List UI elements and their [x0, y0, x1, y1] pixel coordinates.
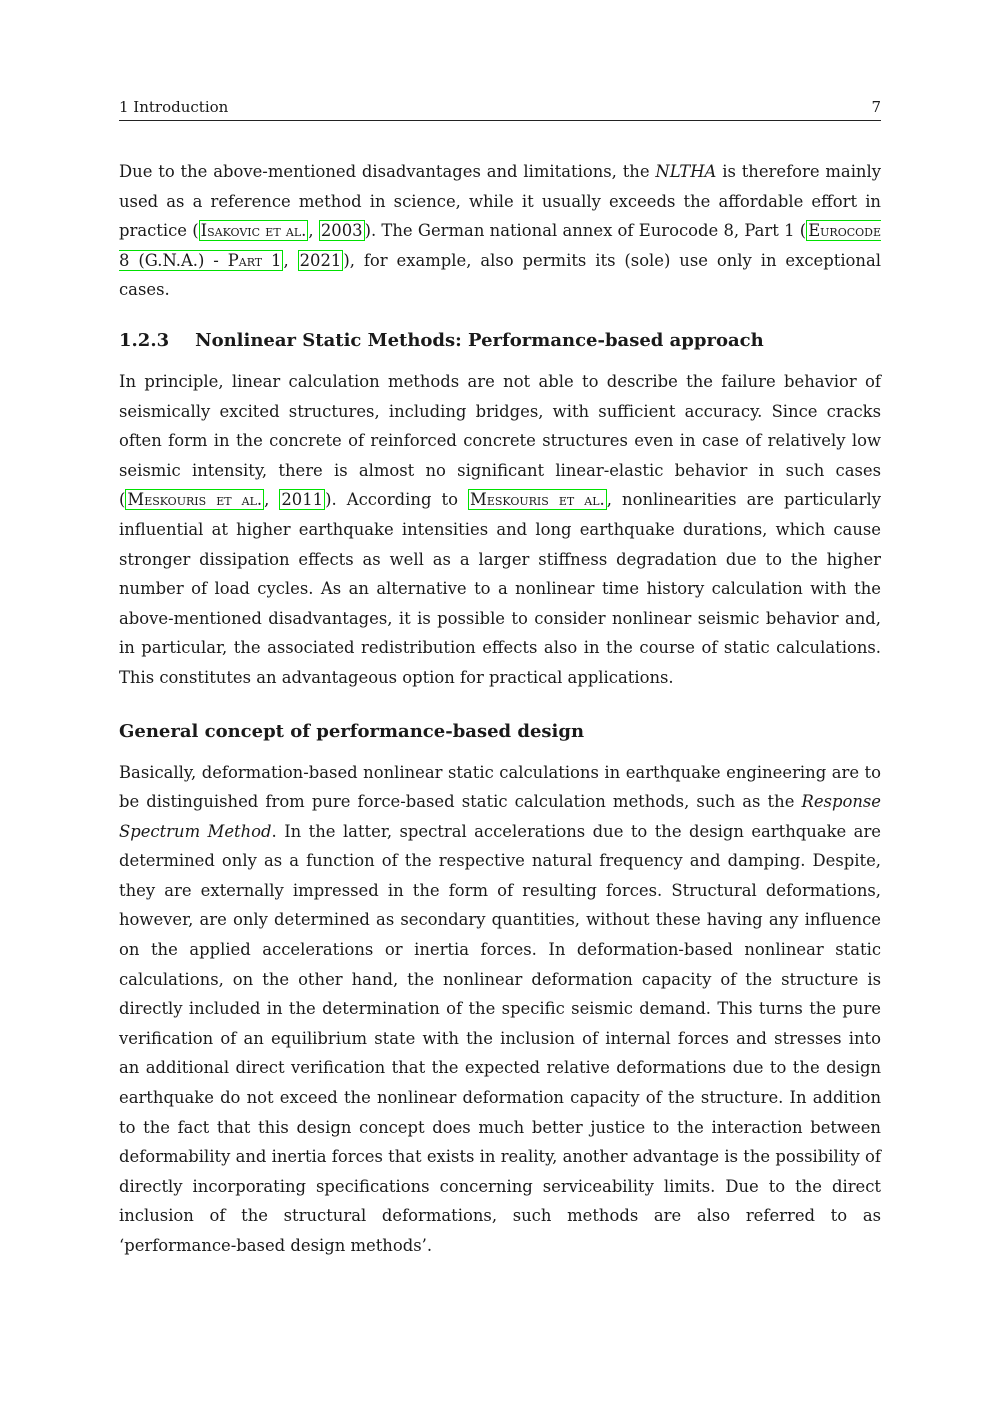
citation-link-eurocode[interactable]: Eurocode 8 (G.N.A.) - Part 1: [119, 221, 882, 270]
subsection-heading: General concept of performance-based design: [119, 720, 585, 742]
running-header: [119, 96, 881, 121]
citation-year-link-2011[interactable]: 2011: [281, 490, 324, 510]
section-title: Nonlinear Static Methods: Performance-based approach: [195, 329, 764, 351]
paragraph-linear-methods: In principle, linear calculation methods are not able to describe the failure behavior of seismically excited structures, including bridges, with sufficient accuracy. Since cracks often form in the concrete of reinforced concrete structures even in case of relatively low seismic intensity, there is almost no significant linear-elastic behavior in such cases ( Meskouris et al. , 2011 ). According to Meskouris et al. , nonlinearities are particularly influential at higher earthquake intensities and long earthquake durations, which cause stronger dissipation effects as well as a larger stiffness degradation due to the higher number of load cycles. As an alternative to a nonlinear time history calculation with the above-mentioned disadvantages, it is possible to consider nonlinear seismic behavior and, in particular, the associated redistribution effects also in the course of static calculations. This constitutes an advantageous option for practical applications.: [119, 371, 881, 687]
section-number: 1.2.3: [119, 329, 170, 351]
page-number: 7: [871, 98, 881, 116]
response-spectrum-method: Response Spectrum Method: [119, 792, 881, 841]
section-heading: [119, 328, 881, 354]
paragraph-performance-design: Basically, deformation-based nonlinear static calculations in earthquake engineering are to be distinguished from pure force-based static calculation methods, such as the Response Spectrum Method. In the latter, spectral accelerations due to the design earthquake are determined only as a function of the respective natural frequency and damping. Despite, they are externally impressed in the form of resulting forces. Structural deformations, however, are only determined as secondary quantities, without these having any influence on the applied accelerations or inertia forces. In deformation-based nonlinear static calculations, on the other hand, the nonlinear deformation capacity of the structure is directly included in the determination of the specific seismic demand. This turns the pure verification of an equilibrium state with the inclusion of internal forces and stresses into an additional direct verification that the expected relative deformations due to the design earthquake do not exceed the nonlinear deformation capacity of the structure. In addition to the fact that this design concept does much better justice to the interaction between deformability and inertia forces that exists in reality, another advantage is the possibility of directly incorporating specifications concerning serviceability limits. Due to the direct inclusion of the structural deformations, such methods are also referred to as ‘performance-based design methods’.: [119, 762, 881, 1255]
citation-year-link-2003[interactable]: 2003: [320, 221, 363, 241]
citation-link-isakovic[interactable]: Isakovic et al.: [200, 221, 307, 241]
citation-year-link-2021[interactable]: 2021: [299, 250, 342, 270]
citation-link-meskouris[interactable]: Meskouris et al.: [127, 490, 263, 510]
citation-link-meskouris-2[interactable]: Meskouris et al.: [470, 490, 605, 510]
chapter-title: 1 Introduction: [119, 98, 229, 116]
paragraph-nltha: Due to the above-mentioned disadvantages and limitations, the NLTHA is therefore mainly used as a reference method in science, while it usually exceeds the affordable effort in practice ( Isakovic et al. , 2003 ). The German national annex of Eurocode 8, Part 1 ( Eurocode 8 (G.N.A.) - Part 1 , 2021 ), for example, also permits its (sole) use only in exceptional cases.: [119, 162, 882, 300]
page: [119, 96, 881, 1261]
nltha-acronym: NLTHA: [655, 162, 717, 181]
